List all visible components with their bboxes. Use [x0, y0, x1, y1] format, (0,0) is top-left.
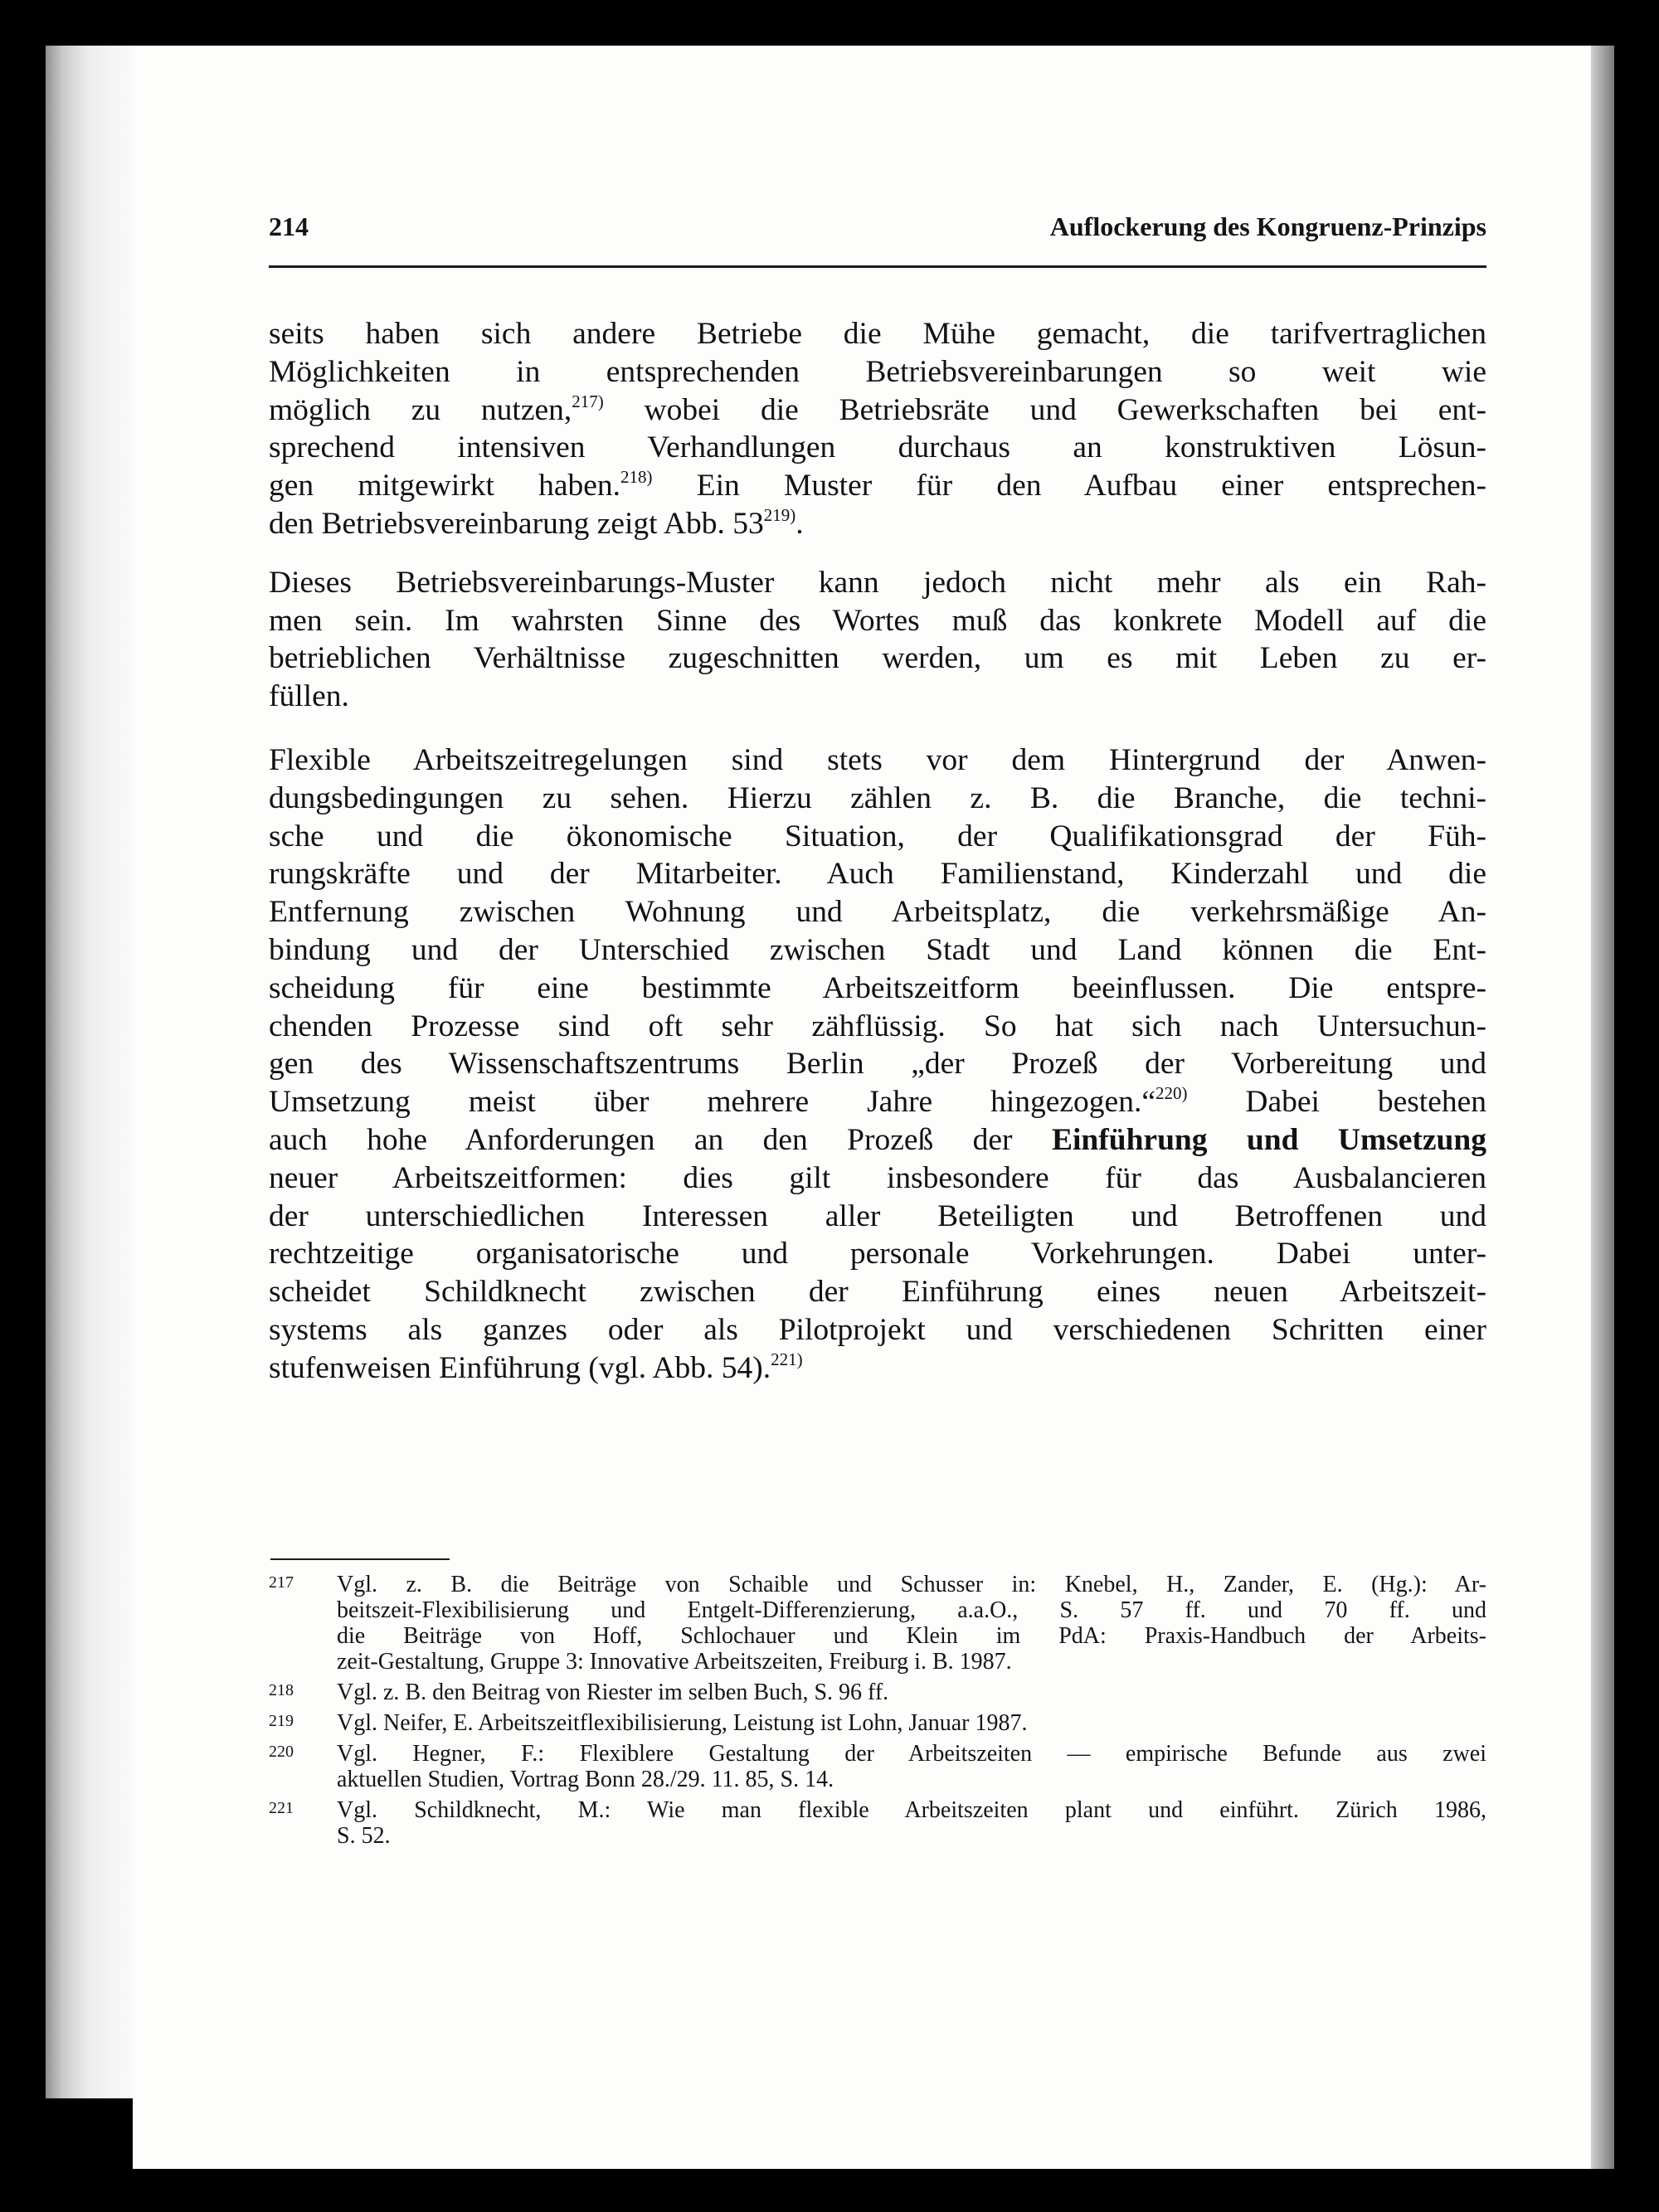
footnote-number: 221	[269, 1799, 294, 1817]
emphasis-bold: Einführung und Umsetzung	[1051, 1122, 1487, 1157]
text-line: Dieses Betriebsvereinbarungs-Muster kann jedoch nicht mehr als ein Rah-	[269, 565, 1486, 600]
text-line: auch hohe Anforderungen an den Prozeß der Einführung und Umsetzung	[269, 1122, 1487, 1157]
text-line: Umsetzung meist über mehrere Jahre hingezogen.“$^{220)}$ Dabei bestehen	[269, 1083, 1487, 1120]
footnote-ref-217: 217)	[572, 391, 604, 411]
footnote-ref-218: 218)	[620, 467, 653, 488]
text-line: bindung und der Unterschied zwischen Stadt und Land können die Ent-	[269, 932, 1486, 967]
paragraph-1	[269, 315, 1486, 543]
text-line: den Betriebsvereinbarung zeigt Abb. 53$^{219)}$.	[269, 504, 804, 541]
text-line: füllen.	[269, 679, 349, 714]
book-page-edges	[46, 46, 137, 2098]
footnote-ref-219: 219)	[763, 504, 796, 525]
text-line: gen mitgewirkt haben.$^{218)}$ Ein Muster für den Aufbau einer entsprechen-	[269, 467, 1486, 503]
text-line: systems als ganzes oder als Pilotprojekt und verschiedenen Schritten einer	[269, 1312, 1486, 1347]
book-gutter	[1591, 46, 1614, 2169]
text-line: möglich zu nutzen,$^{217)}$ wobei die Betriebsräte und Gewerkschaften bei ent-	[269, 391, 1486, 427]
text-line: betrieblichen Verhältnisse zugeschnitten werden, um es mit Leben zu er-	[269, 641, 1486, 676]
text-line: sche und die ökonomische Situation, der Qualifikationsgrad der Füh-	[269, 819, 1486, 853]
text-line: seits haben sich andere Betriebe die Mühe gemacht, die tarifvertraglichen	[269, 317, 1486, 351]
footnote-line: beitszeit-Flexibilisierung und Entgelt-Differenzierung, a.a.O., S. 57 ff. und 70 ff. und	[337, 1597, 1486, 1623]
footnote-217	[269, 1572, 1486, 1675]
body-text	[269, 315, 1486, 1388]
text-line: dungsbedingungen zu sehen. Hierzu zählen z. B. die Branche, die techni-	[269, 780, 1486, 815]
footnote-number: 218	[269, 1681, 294, 1699]
page-number: 214	[269, 211, 309, 241]
text-line: rungskräfte und der Mitarbeiter. Auch Familienstand, Kinderzahl und die	[269, 857, 1486, 892]
footnote-line: die Beiträge von Hoff, Schlochauer und Klein im PdA: Praxis-Handbuch der Arbeits-	[337, 1623, 1486, 1649]
running-header	[269, 211, 1486, 248]
text-line: men sein. Im wahrsten Sinne des Wortes muß das konkrete Modell auf die	[269, 603, 1486, 638]
footnote-number: 220	[269, 1743, 294, 1761]
footnote-line: Vgl. Hegner, F.: Flexiblere Gestaltung der Arbeitszeiten — empirische Befunde aus zwei	[337, 1741, 1486, 1767]
footnote-219	[269, 1710, 1486, 1736]
text-line: rechtzeitige organisatorische und personale Vorkehrungen. Dabei unter-	[269, 1237, 1486, 1271]
text-line: stufenweisen Einführung (vgl. Abb. 54).$^{221)}$	[269, 1349, 803, 1385]
paragraph-2	[269, 564, 1486, 716]
text-line: sprechend intensiven Verhandlungen durchaus an konstruktiven Lösun-	[269, 430, 1486, 465]
text-line: Flexible Arbeitszeitregelungen sind stets vor dem Hintergrund der Anwen-	[269, 742, 1486, 777]
footnote-ref-220: 220)	[1155, 1083, 1188, 1104]
footnote-line: Vgl. Schildknecht, M.: Wie man flexible Arbeitszeiten plant und einführt. Zürich 1986,	[337, 1797, 1486, 1823]
footnote-line: Vgl. Neifer, E. Arbeitszeitflexibilisierung, Leistung ist Lohn, Januar 1987.	[337, 1710, 1028, 1736]
text-line: Entfernung zwischen Wohnung und Arbeitsplatz, die verkehrsmäßige An-	[269, 895, 1486, 930]
text-line: scheidung für eine bestimmte Arbeitszeitform beeinflussen. Die entspre-	[269, 970, 1486, 1005]
text-line: der unterschiedlichen Interessen aller Beteiligten und Betroffenen und	[269, 1198, 1486, 1233]
footnote-221	[269, 1797, 1486, 1849]
footnote-220	[269, 1741, 1486, 1792]
text-line: Möglichkeiten in entsprechenden Betriebsvereinbarungen so weit wie	[269, 354, 1486, 389]
running-title: Auflockerung des Kongruenz-Prinzips	[1049, 211, 1486, 241]
footnote-number: 219	[269, 1712, 294, 1730]
header-rule	[269, 265, 1486, 268]
text-line: chenden Prozesse sind oft sehr zähflüssig. So hat sich nach Untersuchun-	[269, 1009, 1486, 1043]
footnote-line: aktuellen Studien, Vortrag Bonn 28./29. 11. 85, S. 14.	[337, 1767, 834, 1792]
footnote-number: 217	[269, 1573, 294, 1592]
text-line: neuer Arbeitszeitformen: dies gilt insbesondere für das Ausbalancieren	[269, 1160, 1486, 1195]
footnotes	[269, 1572, 1486, 1854]
footnote-line: zeit-Gestaltung, Gruppe 3: Innovative Arbeitszeiten, Freiburg i. B. 1987.	[337, 1649, 1012, 1675]
footnote-line: S. 52.	[337, 1823, 391, 1849]
text-line: scheidet Schildknecht zwischen der Einführung eines neuen Arbeitszeit-	[269, 1275, 1486, 1310]
footnote-218	[269, 1680, 1486, 1705]
text-line: gen des Wissenschaftszentrums Berlin „der Prozeß der Vorbereitung und	[269, 1047, 1486, 1082]
footnote-separator	[270, 1558, 450, 1560]
footnote-line: Vgl. z. B. die Beiträge von Schaible und Schusser in: Knebel, H., Zander, E. (Hg.): Ar-	[337, 1572, 1486, 1597]
footnote-line: Vgl. z. B. den Beitrag von Riester im selben Buch, S. 96 ff.	[337, 1680, 889, 1705]
paragraph-3	[269, 741, 1486, 1388]
footnote-ref-221: 221)	[771, 1349, 803, 1369]
